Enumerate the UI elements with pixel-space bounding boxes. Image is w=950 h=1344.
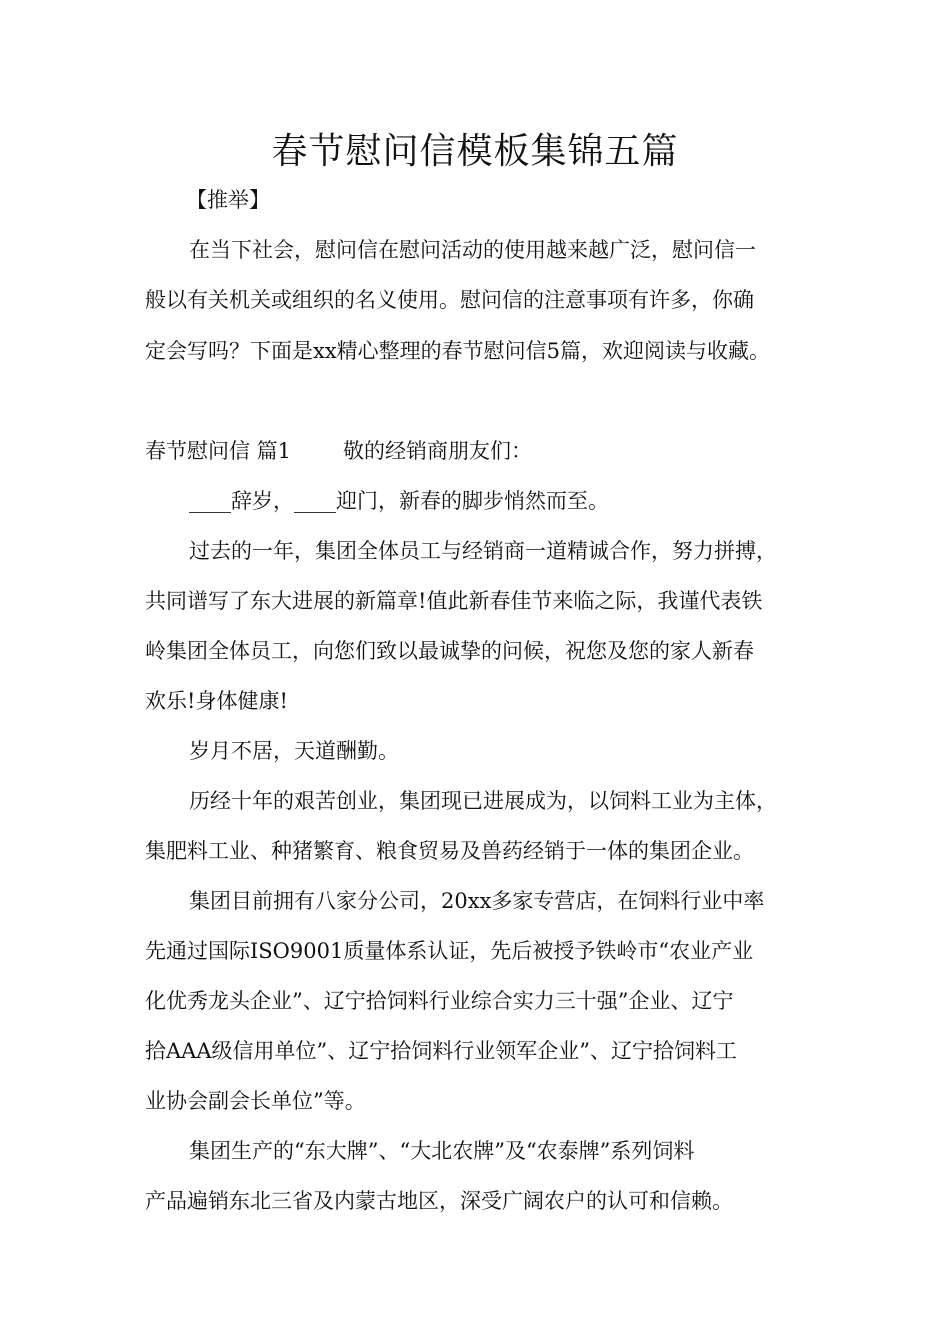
body-line: 历经十年的艰苦创业，集团现已进展成为，以饲料工业为主体， [189, 789, 777, 813]
document-title: 春节慰问信模板集锦五篇 [271, 131, 679, 172]
section-heading-line [145, 436, 825, 466]
intro-paragraph-line: 定会写吗？下面是xx精心整理的春节慰问信5篇，欢迎阅读与收藏。 [145, 339, 771, 363]
intro-paragraph-line: 在当下社会，慰问信在慰问活动的使用越来越广泛，慰问信一 [189, 238, 756, 262]
body-line: 业协会副会长单位”等。 [145, 1089, 366, 1113]
body-line: 集团生产的“东大牌”、“大北农牌”及“农泰牌”系列饲料 [189, 1139, 695, 1163]
body-line: 集肥料工业、种猪繁育、粮食贸易及兽药经销于一体的集团企业。 [145, 839, 754, 863]
body-line: 化优秀龙头企业”、辽宁拾饲料行业综合实力三十强”企业、辽宁 [145, 989, 734, 1013]
body-line: 拾AAA级信用单位”、辽宁拾饲料行业领军企业”、辽宁拾饲料工 [145, 1039, 737, 1063]
body-line: 欢乐!身体健康! [145, 689, 288, 713]
body-line: 岁月不居，天道酬勤。 [189, 739, 399, 763]
section-heading: 春节慰问信 篇1 [145, 439, 292, 463]
recommend-tag: 【推举】 [186, 188, 270, 212]
intro-paragraph-line: 般以有关机关或组织的名义使用。慰问信的注意事项有许多，你确 [145, 288, 754, 312]
body-line: 产品遍销东北三省及内蒙古地区，深受广阔农户的认可和信赖。 [145, 1189, 733, 1213]
body-line: ____辞岁，____迎门，新春的脚步悄然而至。 [189, 489, 609, 513]
salutation: 敬的经销商朋友们： [343, 439, 533, 463]
body-line: 集团目前拥有八家分公司，20xx多家专营店，在饲料行业中率 [189, 889, 765, 913]
body-line: 先通过国际ISO9001质量体系认证，先后被授予铁岭市“农业产业 [145, 939, 754, 963]
body-line: 共同谱写了东大进展的新篇章!值此新春佳节来临之际，我谨代表铁 [145, 589, 763, 613]
body-line: 岭集团全体员工，向您们致以最诚挚的问候，祝您及您的家人新春 [145, 639, 754, 663]
body-line: 过去的一年，集团全体员工与经销商一道精诚合作，努力拼搏， [189, 539, 777, 563]
